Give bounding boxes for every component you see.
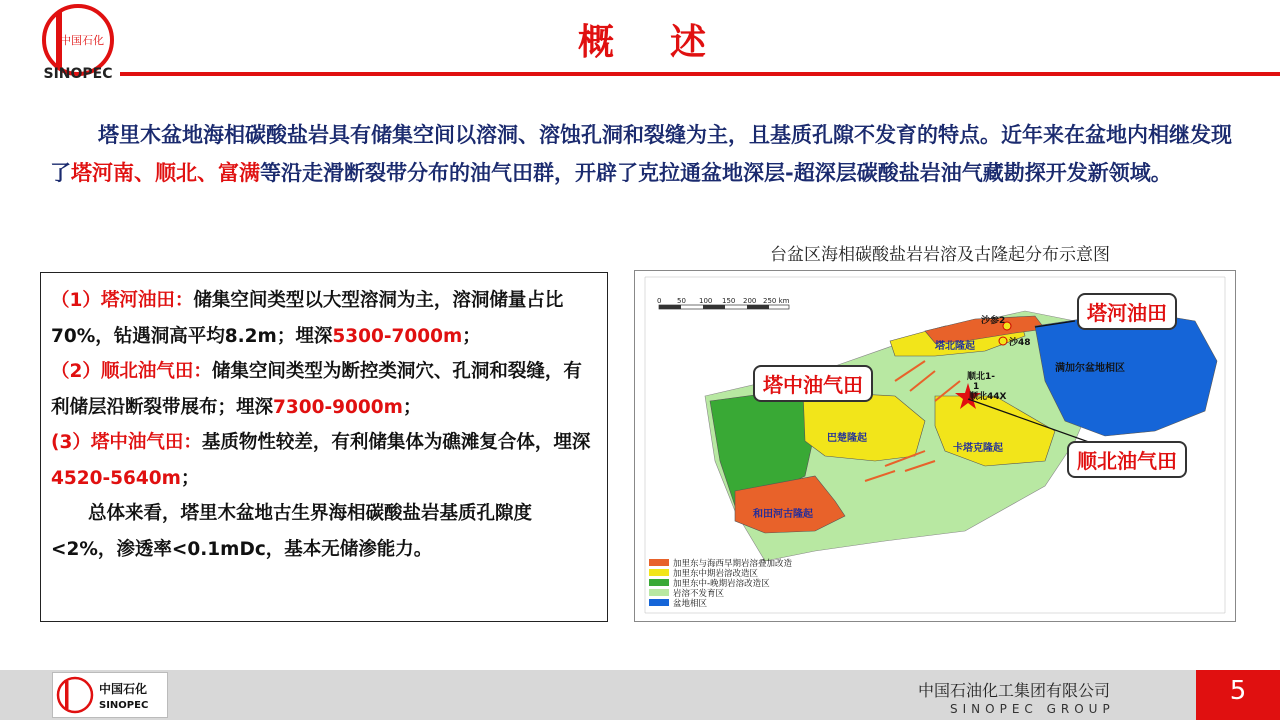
legend-label-4: 岩溶不发育区 [673,589,725,599]
footer-logo-en: SINOPEC [99,700,149,711]
summary-text: 总体来看，塔里木盆地古生界海相碳酸盐岩基质孔隙度<2%，渗透率<0.1mDc，基本无储渗能力。 [51,503,533,560]
item1-end: ； [462,325,481,347]
legend-label-3: 加里东中-晚期岩溶改造区 [673,579,770,589]
footer-logo [52,672,168,718]
label-tabei: 塔北隆起 [935,341,975,352]
page-number: 5 [1229,676,1247,706]
legend-label-1: 加里东与海西早期岩溶叠加改造 [673,559,793,569]
label-shunbei1b: 1 [973,382,980,392]
scale-tick-100: 100 [699,297,713,305]
sinopec-logo [38,4,118,80]
scale-bar [659,305,789,309]
page-title: 概述 [577,22,762,63]
footer-company-cn: 中国石油化工集团有限公司 [918,681,1111,700]
map-caption: 台盆区海相碳酸盐岩岩溶及古隆起分布示意图 [770,245,1110,265]
item3-end: ； [180,467,200,489]
label-shacan2: 沙参2 [981,316,1006,326]
item-tazhong [51,425,597,496]
legend-swatch-3 [649,579,669,586]
item3-label: (3）塔中油气田： [51,432,202,453]
item2-text: 储集空间类型为断控类洞穴、孔洞和裂缝，有利储层沿断裂带展布；埋深 [51,361,582,418]
item1-depth: 5300-7000m [332,325,463,347]
label-katake: 卡塔克隆起 [953,443,1003,454]
logo-text: 中国石化 [60,34,104,47]
title-underline [120,72,1280,76]
item-tahe [51,283,597,354]
intro-paragraph [50,116,1250,192]
item-shunbei [51,354,597,425]
scale-tick-250: 250 km [763,297,790,305]
item3-depth: 4520-5640m [51,467,181,489]
map-legend [649,558,793,609]
intro-highlight: 塔河南、顺北、富满 [71,161,260,185]
legend-swatch-4 [649,589,669,596]
summary-textbox [40,272,608,622]
intro-part1: 塔里木盆地海相碳酸盐岩具有储集空间以溶洞、溶蚀孔洞和裂缝为主，且基质孔隙不发育的特点。近年来在盆地内相继发现了 [50,123,1232,185]
item1-label: （1）塔河油田： [51,290,194,311]
label-shunbei44: 顺北44X [969,392,1007,402]
footer-company-en: SINOPEC GROUP [950,702,1115,716]
footer-logo-cn: 中国石化 [99,682,148,696]
legend-label-2: 加里东中期岩溶改造区 [673,569,759,579]
legend-swatch-1 [649,559,669,566]
legend-swatch-5 [649,599,669,606]
well-sha48 [999,337,1007,345]
label-sha48: 沙48 [1009,338,1031,348]
scale-tick-50: 50 [677,297,686,305]
callout-tazhong: 塔中油气田 [753,365,873,402]
scale-tick-150: 150 [722,297,736,305]
label-bachu: 巴楚隆起 [827,433,867,444]
legend-swatch-2 [649,569,669,576]
item2-end: ； [402,396,422,418]
basin-map [634,270,1236,622]
legend-label-5: 盆地相区 [673,599,708,609]
callout-tahe: 塔河油田 [1077,293,1177,330]
label-manjiaer: 满加尔盆地相区 [1055,363,1125,374]
callout-shunbei: 顺北油气田 [1067,441,1187,478]
logo-wordmark: SINOPEC [43,66,113,80]
label-hetian: 和田河古隆起 [753,509,813,520]
scale-tick-0: 0 [657,297,662,305]
item2-depth: 7300-9000m [273,396,403,418]
item2-label: （2）顺北油气田： [51,361,212,382]
intro-part2: 等沿走滑断裂带分布的油气田群，开辟了克拉通盆地深层-超深层碳酸盐岩油气藏勘探开发新领域。 [260,161,1172,185]
item1-text: 储集空间类型以大型溶洞为主，溶洞储量占比70%，钻遇洞高平均8.2m；埋深 [51,290,564,347]
scale-tick-200: 200 [743,297,757,305]
label-shunbei1: 顺北1- [967,372,995,382]
item3-text: 基质物性较差，有利储集体为礁滩复合体，埋深 [201,432,591,453]
